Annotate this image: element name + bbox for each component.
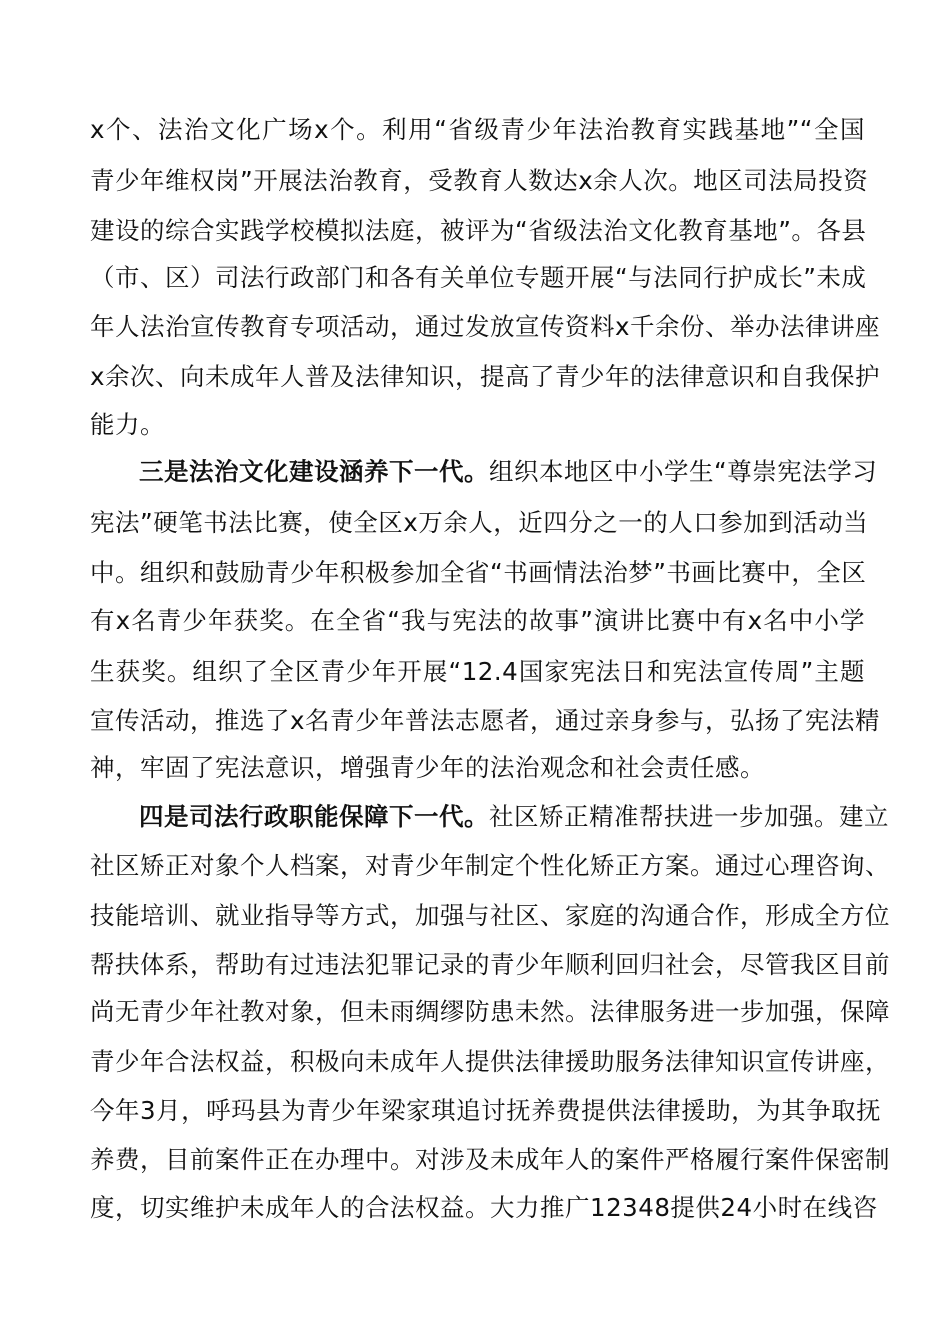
text-line: 青少年合法权益，积极向未成年人提供法律援助服务法律知识宣传讲座，	[90, 1047, 890, 1076]
text-line: 技能培训、就业指导等方式，加强与社区、家庭的沟通合作，形成全方位	[90, 901, 890, 930]
text-line: 年人法治宣传教育专项活动，通过发放宣传资料x千余份、举办法律讲座	[90, 312, 880, 341]
text-line: 宣传活动，推选了x名青少年普法志愿者，通过亲身参与，弘扬了宪法精	[90, 706, 880, 735]
paragraph-text: 社区矫正精准帮扶进一步加强。建立	[489, 802, 889, 831]
text-line: 有x名青少年获奖。在全省“我与宪法的故事”演讲比赛中有x名中小学	[90, 606, 865, 635]
text-line: 青少年维权岗”开展法治教育，受教育人数达x余人次。地区司法局投资	[90, 166, 869, 195]
text-line: 中。组织和鼓励青少年积极参加全省“书画情法治梦”书画比赛中，全区	[90, 558, 867, 587]
text-line: 建设的综合实践学校模拟法庭，被评为“省级法治文化教育基地”。各县	[90, 216, 867, 245]
paragraph-first-line	[139, 452, 878, 492]
text-line: 养费，目前案件正在办理中。对涉及未成年人的案件严格履行案件保密制	[90, 1145, 890, 1174]
text-line: 生获奖。组织了全区青少年开展“12.4国家宪法日和宪法宣传周”主题	[90, 657, 865, 686]
text-line: 社区矫正对象个人档案，对青少年制定个性化矫正方案。通过心理咨询、	[90, 851, 890, 880]
paragraph-first-line	[139, 797, 889, 837]
text-line: （市、区）司法行政部门和各有关单位专题开展“与法同行护成长”未成	[90, 263, 867, 292]
paragraph-heading: 四是司法行政职能保障下一代。	[139, 802, 489, 831]
paragraph-heading: 三是法治文化建设涵养下一代。	[139, 457, 489, 486]
paragraph-text: 组织本地区中小学生“尊崇宪法学习	[489, 457, 878, 486]
text-line: x余次、向未成年人普及法律知识，提高了青少年的法律意识和自我保护	[90, 362, 880, 391]
text-line: 尚无青少年社教对象，但未雨绸缪防患未然。法律服务进一步加强，保障	[90, 997, 890, 1026]
text-line: 宪法”硬笔书法比赛，使全区x万余人，近四分之一的人口参加到活动当	[90, 508, 869, 537]
text-line: 神，牢固了宪法意识，增强青少年的法治观念和社会责任感。	[90, 753, 765, 782]
text-line: 今年3月，呼玛县为青少年梁家琪追讨抚养费提供法律援助，为其争取抚	[90, 1096, 882, 1125]
text-line: x个、法治文化广场x个。利用“省级青少年法治教育实践基地”“全国	[90, 115, 865, 144]
text-line: 帮扶体系，帮助有过违法犯罪记录的青少年顺利回归社会，尽管我区目前	[90, 950, 890, 979]
text-line: 度，切实维护未成年人的合法权益。大力推广12348提供24小时在线咨	[90, 1193, 878, 1222]
text-line: 能力。	[90, 410, 165, 439]
